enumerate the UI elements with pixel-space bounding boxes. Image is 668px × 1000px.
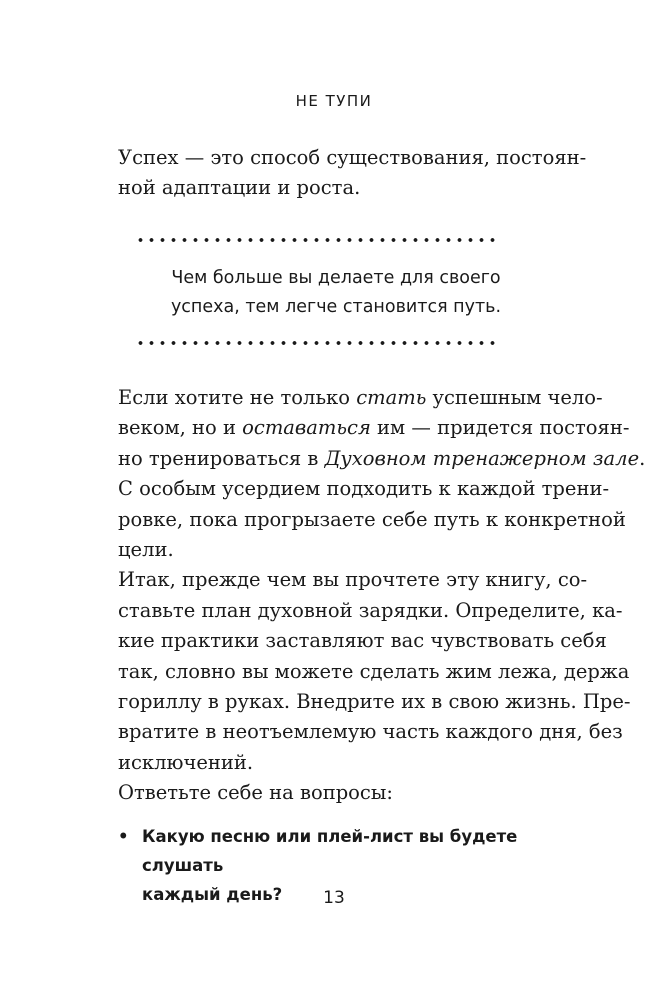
intro-line: Успех — это способ существования, постоян- xyxy=(118,146,587,169)
bullet-icon: • xyxy=(118,827,129,846)
body-line: ставьте план духовной зарядки. Определите, ка- xyxy=(118,598,623,622)
intro-line: ной адаптации и роста. xyxy=(118,176,361,200)
body-line: Ответьте себе на вопросы: xyxy=(118,781,393,805)
dotted-divider-top xyxy=(135,238,501,242)
body-line: цели. xyxy=(118,538,174,562)
body-line: С особым усердием подходить к каждой трени- xyxy=(118,477,610,501)
body-line: веком, но и оставаться им — придется постоян- xyxy=(118,416,630,440)
pull-quote xyxy=(118,264,554,322)
running-head: НЕ ТУПИ xyxy=(295,92,373,110)
page-number: 13 xyxy=(323,888,345,908)
body-line: так, словно вы можете сделать жим лежа, держа xyxy=(118,659,630,683)
body-text xyxy=(118,383,646,809)
body-paragraph-1 xyxy=(118,383,646,565)
body-paragraph-3 xyxy=(118,778,554,808)
body-line: вратите в неотъемлемую часть каждого дня, без xyxy=(118,720,623,744)
body-line: но тренироваться в Духовном тренажерном зале. xyxy=(118,446,646,470)
body-line: кие практики заставляют вас чувствовать себя xyxy=(118,629,607,653)
list-item-line: каждый день? xyxy=(142,885,283,904)
body-line: Если хотите не только стать успешным чело- xyxy=(118,386,603,409)
body-line: Итак, прежде чем вы прочтете эту книгу, со- xyxy=(118,568,588,592)
dotted-divider-bottom xyxy=(135,341,501,345)
intro-paragraph xyxy=(118,143,587,204)
pull-quote-line: успеха, тем легче становится путь. xyxy=(170,297,502,317)
body-line: исключений. xyxy=(118,750,254,774)
body-line: ровке, пока прогрызаете себе путь к конкретной xyxy=(118,507,626,531)
body-paragraph-2 xyxy=(118,565,631,778)
pull-quote-line: Чем больше вы делаете для своего xyxy=(171,268,501,288)
list-item-line: Какую песню или плей-лист вы будете слушать xyxy=(142,827,518,875)
body-line: гориллу в руках. Внедрите их в свою жизнь. Пре- xyxy=(118,690,631,714)
